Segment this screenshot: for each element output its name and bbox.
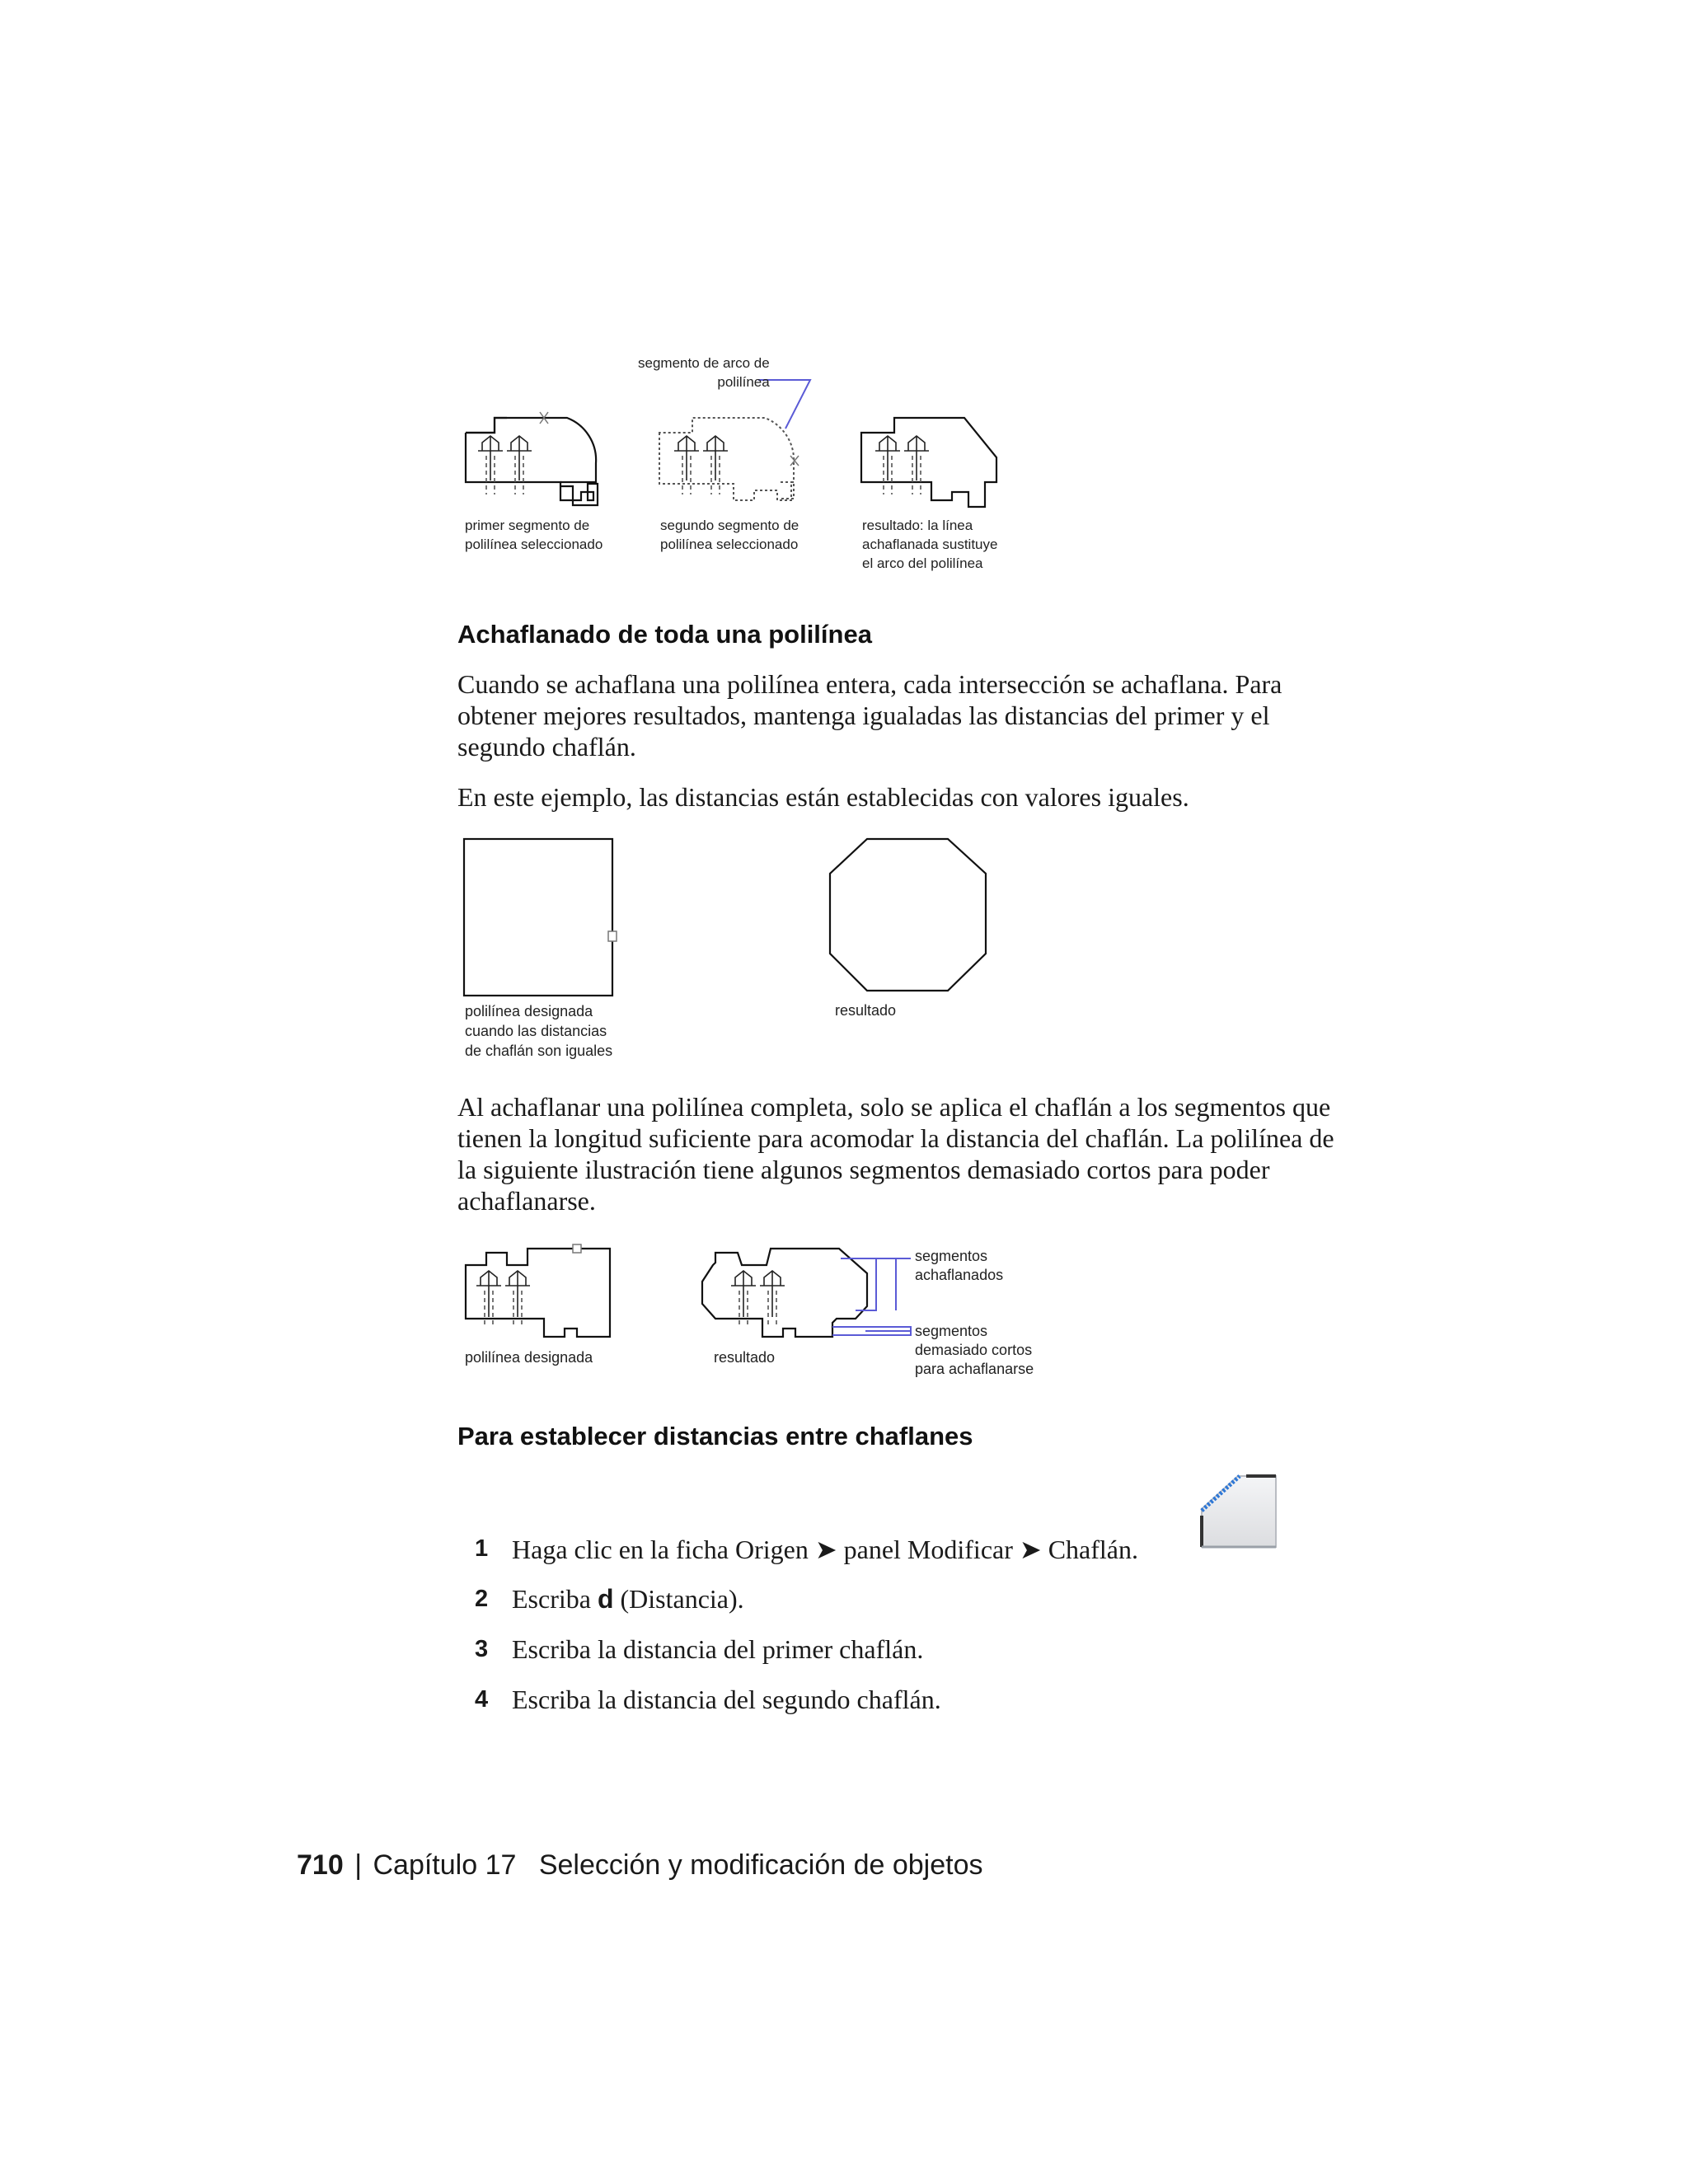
step-2-pre: Escriba: [512, 1584, 598, 1614]
step-2-bold: d: [597, 1584, 614, 1614]
figure2-caption-1: polilínea designada cuando las distancias de chaflán son iguales: [465, 1003, 613, 1059]
step-3-text: Escriba la distancia del primer chaflán.: [512, 1634, 924, 1664]
pin-symbols-2: [674, 436, 728, 494]
figure1-caption-2: segundo segmento de polilínea seleccionado: [660, 518, 799, 552]
step-2-post: (Distancia).: [613, 1584, 744, 1614]
shape-original-arc: [466, 418, 598, 505]
pin-symbols-1: [478, 436, 532, 494]
figure3-callout-1: segmentos achaflanados: [915, 1248, 1004, 1283]
square-polyline: [464, 839, 612, 996]
shape-designated: [466, 1249, 610, 1337]
step-4-number: 4: [475, 1686, 489, 1713]
figure1-caption-3: resultado: la línea achaflanada sustituye el arco del polilínea: [862, 518, 998, 571]
shape-chamfered-result: [702, 1249, 867, 1337]
footer-chapter: Capítulo 17: [373, 1849, 517, 1881]
paragraph-short-segments: Al achaflanar una polilínea completa, solo se aplica el chaflán a los segmentos que tienen la longitud suficiente para acomodar la distancia del chaflán. La polilínea de la siguiente ilustración tiene algunos segmentos demasiado cortos para poder achaflanarse.: [457, 1092, 1334, 1216]
figure-square-octagon-drawing: [457, 832, 1034, 997]
grip-marker-2: [573, 1244, 581, 1253]
step-1-number: 1: [475, 1535, 489, 1562]
step-3-number: 3: [475, 1636, 489, 1662]
section-heading-set-distances: Para establecer distancias entre chaflanes: [457, 1422, 973, 1451]
figure-square-octagon: [457, 832, 1034, 997]
footer-chapter-title: Selección y modificación de objetos: [538, 1849, 983, 1881]
step-2-number: 2: [475, 1586, 489, 1612]
grip-marker: [608, 931, 617, 941]
paragraph-equal-distances: En este ejemplo, las distancias están establecidas con valores iguales.: [457, 782, 1189, 812]
paragraph-whole-polyline: Cuando se achaflana una polilínea entera, cada intersección se achaflana. Para obtener mejores resultados, mantenga igualadas las distancias del primer y el segundo chaflán.: [457, 669, 1282, 762]
section-heading-whole-polyline: Achaflanado de toda una polilínea: [457, 620, 872, 649]
pin-symbols-3: [875, 436, 929, 494]
figure3-caption-1: polilínea designada: [465, 1349, 593, 1366]
page-number: 710: [297, 1849, 344, 1881]
figure2-caption-2: resultado: [835, 1002, 897, 1019]
step-1-text: Haga clic en la ficha Origen ➤ panel Modificar ➤ Chaflán.: [512, 1535, 1138, 1564]
figure1-callout: segmento de arco de polilínea: [638, 355, 770, 390]
figure3-callout-2: segmentos demasiado cortos para achaflanarse: [915, 1323, 1034, 1377]
page-footer: [297, 1849, 982, 1882]
octagon-result: [830, 839, 986, 991]
footer-separator: |: [354, 1849, 363, 1881]
step-2-text: [512, 1584, 744, 1615]
chamfer-tool-icon: [1197, 1471, 1279, 1554]
callout-leaders: [832, 1258, 911, 1335]
figure3-caption-2: resultado: [714, 1349, 776, 1366]
shape-result-chamfer: [861, 418, 996, 507]
figure1-caption-1: primer segmento de polilínea seleccionado: [465, 518, 603, 552]
shape-second-selected: [659, 418, 794, 500]
step-4-text: Escriba la distancia del segundo chaflán.: [512, 1685, 941, 1714]
